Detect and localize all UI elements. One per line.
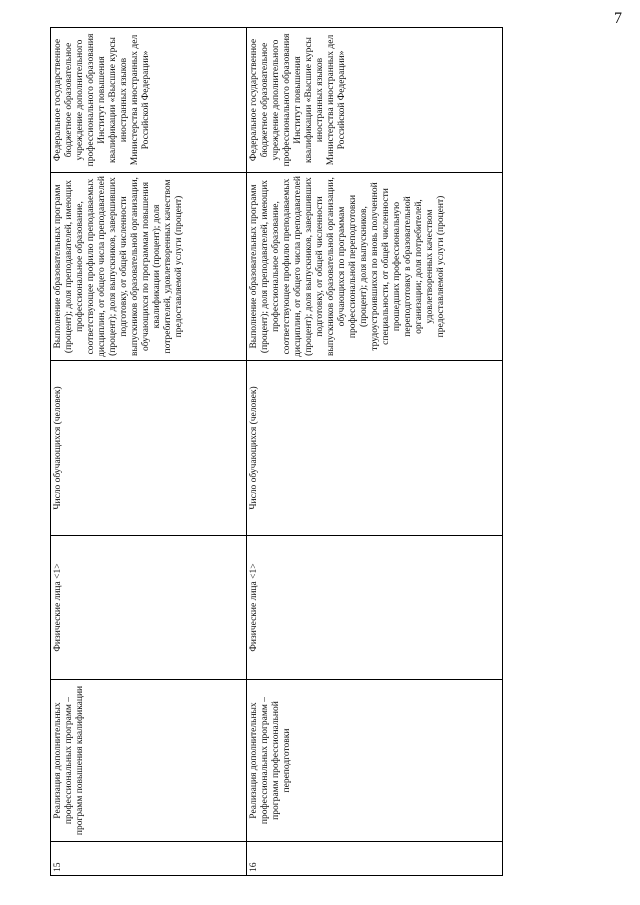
rotated-table-container (50, 28, 502, 876)
row-number: 15 (51, 842, 247, 876)
consumer-category-cell: Физические лица <1> (247, 536, 503, 680)
service-name-cell: Реализация дополнительных профессиональных программ – программ повышения квалификации (51, 680, 247, 842)
quality-indicators-cell: Выполнение образовательных программ (процент); доля преподавателей, имеющих профессиональное образование, соответствующее профилю преподаваемых дисциплин, от общего числа преподавателей (процент); доля выпускников, завершивших подготовку, от общей численности выпускников образовательной организации, обучающихся по программам повышения квалификации (процент); доля потребителей, удовлетворенных качеством предоставляемой услуги (процент) (51, 173, 247, 361)
provider-cell: Федеральное государственное бюджетное образовательное учреждение дополнительного профессионального образования Институт повышения квалификации «Высшие курсы иностранных языков Министерства иностранных дел Российской Федерации» (247, 28, 503, 173)
services-table (50, 27, 503, 876)
provider-cell: Федеральное государственное бюджетное образовательное учреждение дополнительного профессионального образования Институт повышения квалификации «Высшие курсы иностранных языков Министерства иностранных дел Российской Федерации» (51, 28, 247, 173)
page-number: 7 (614, 10, 622, 27)
service-name-cell: Реализация дополнительных профессиональных программ – программ профессиональной переподготовки (247, 680, 503, 842)
row-number: 16 (247, 842, 503, 876)
table-row (247, 28, 503, 876)
volume-indicator-cell: Число обучающихся (человек) (51, 361, 247, 536)
volume-indicator-cell: Число обучающихся (человек) (247, 361, 503, 536)
quality-indicators-cell: Выполнение образовательных программ (процент); доля преподавателей, имеющих профессиональное образование, соответствующее профилю преподаваемых дисциплин, от общего числа преподавателей (процент); доля выпускников, завершивших подготовку, от общей численности выпускников образовательной организации, обучающихся по программам профессиональной переподготовки (процент); доля выпускников, трудоустроившихся по вновь полученной специальности, от общей численности прошедших профессиональную переподготовку в образовательной организации; доля потребителей, удовлетворенных качеством предоставляемой услуги (процент) (247, 173, 503, 361)
table-row (51, 28, 247, 876)
consumer-category-cell: Физические лица <1> (51, 536, 247, 680)
